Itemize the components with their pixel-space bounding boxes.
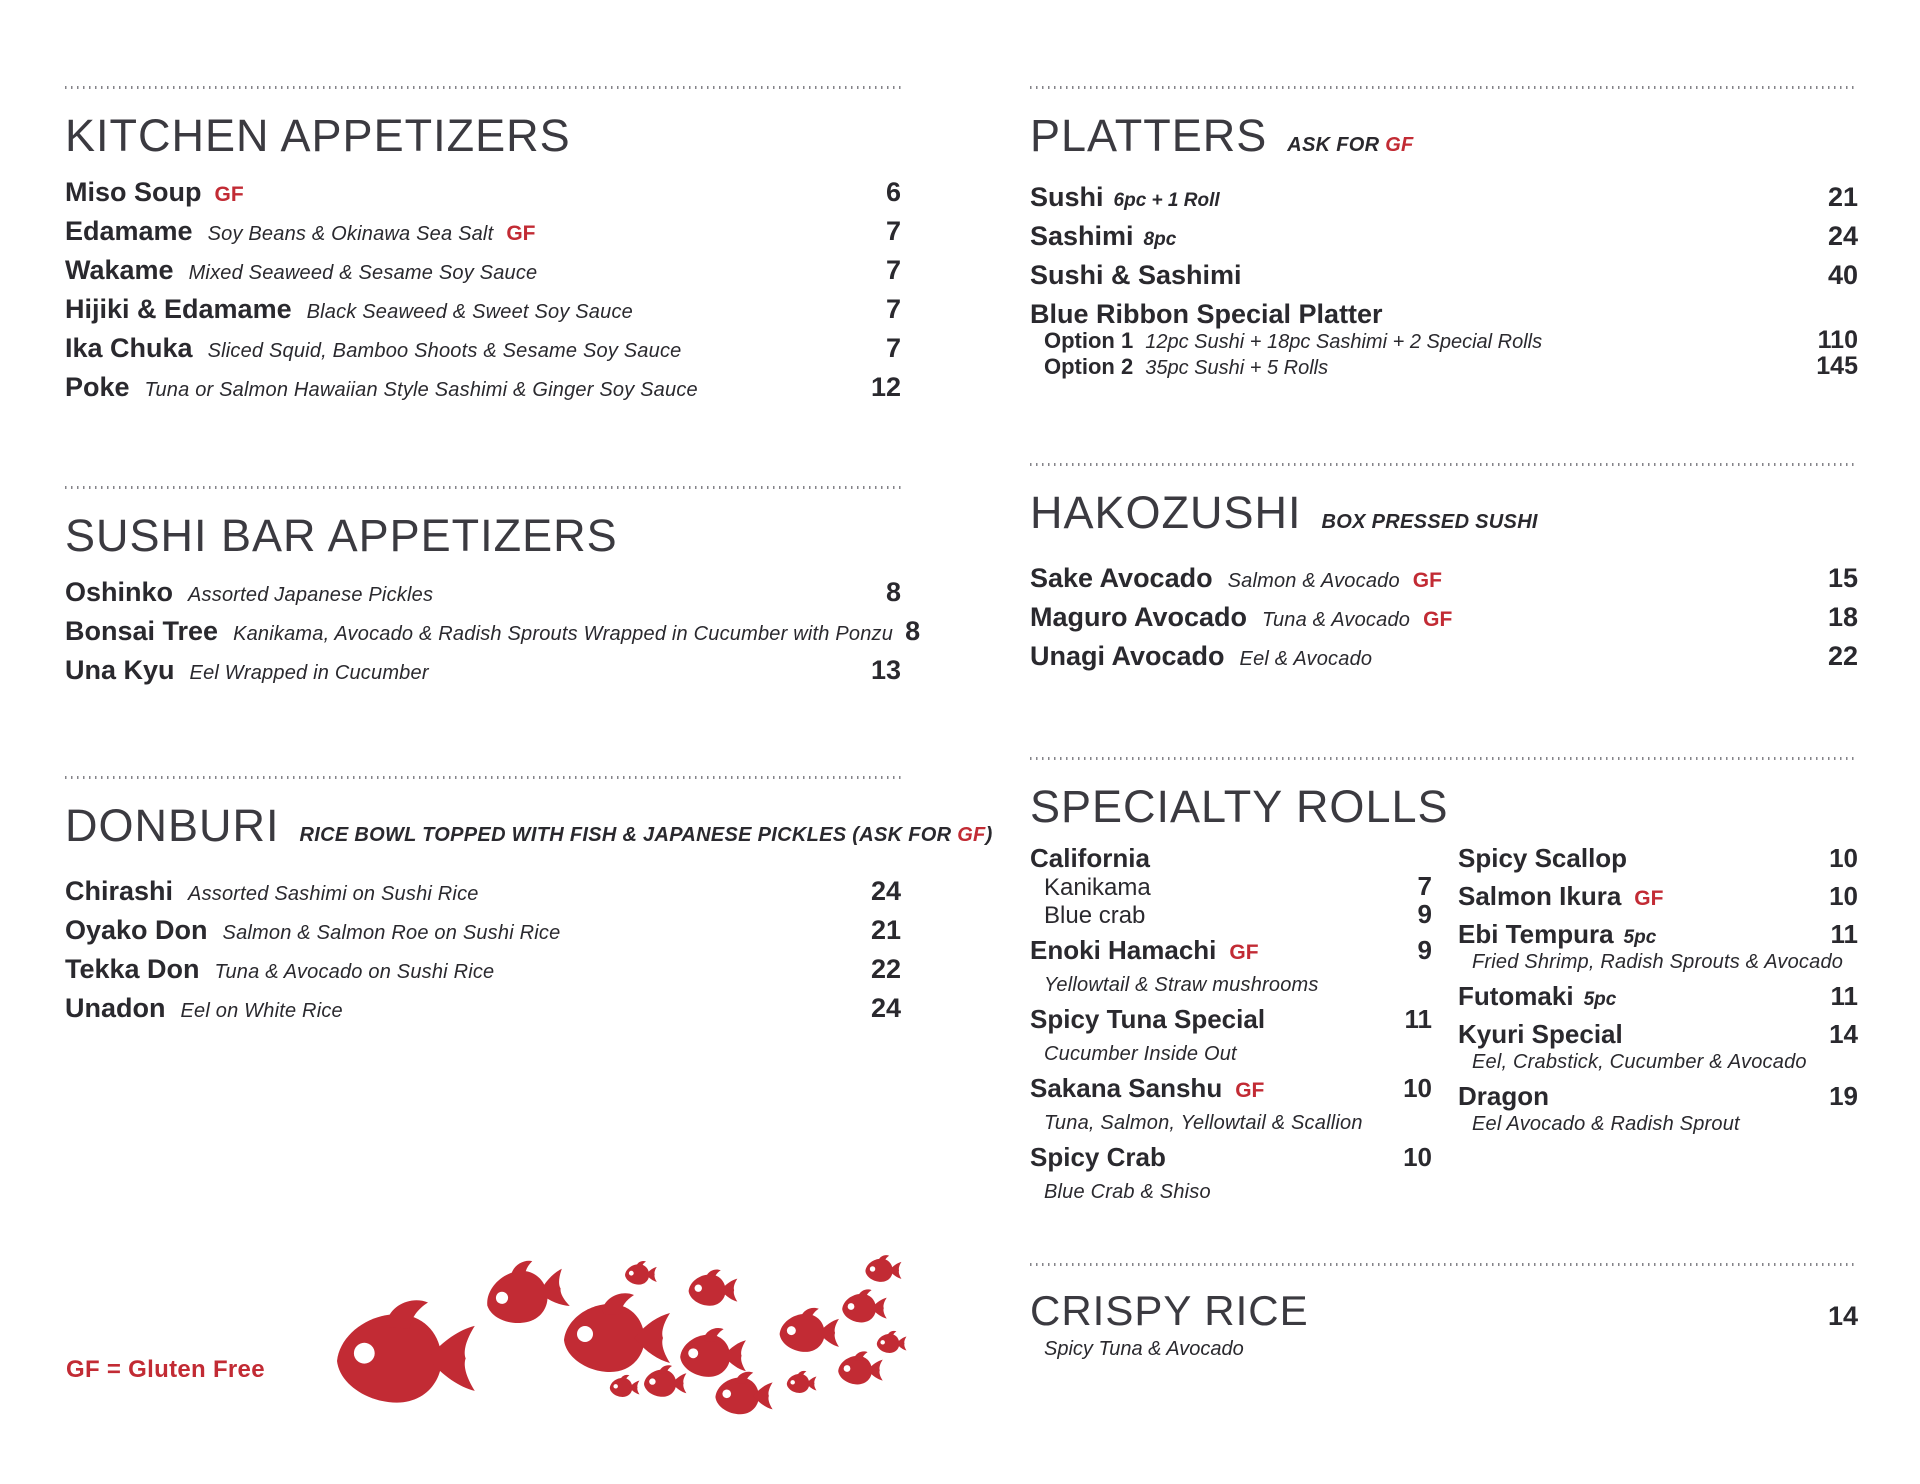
item-name: Poke: [65, 372, 130, 402]
item-name: Unadon: [65, 993, 166, 1023]
item-name: Ika Chuka: [65, 333, 193, 363]
menu-items: [65, 577, 921, 686]
item-name: Enoki Hamachi: [1030, 935, 1217, 965]
item-price: 21: [870, 915, 901, 945]
item-name: Maguro Avocado: [1030, 602, 1248, 632]
gluten-free-badge: GF: [1229, 941, 1259, 964]
option-description: 12pc Sushi + 18pc Sashimi + 2 Special Rolls: [1145, 331, 1543, 353]
item-name: Wakame: [65, 255, 174, 285]
option-label: Option 1: [1044, 328, 1134, 353]
menu-item: [1030, 1004, 1432, 1035]
item-name: Spicy Crab: [1030, 1142, 1166, 1172]
item-price: 11: [1830, 919, 1858, 949]
item-description: Eel Avocado & Radish Sprout: [1472, 1113, 1740, 1135]
menu-subitem: [1030, 901, 1432, 929]
item-name: Unagi Avocado: [1030, 641, 1225, 671]
menu-item: [1030, 221, 1858, 252]
item-name: Sushi & Sashimi: [1030, 260, 1242, 290]
item-price: 18: [1827, 602, 1858, 632]
item-name: Futomaki: [1458, 981, 1574, 1011]
item-price: 8: [905, 616, 921, 646]
dotted-separator: [1030, 1263, 1858, 1266]
item-description: Cucumber Inside Out: [1044, 1043, 1237, 1065]
item-description: Assorted Japanese Pickles: [188, 584, 434, 606]
item-name: Kyuri Special: [1458, 1019, 1623, 1049]
item-name: Chirashi: [65, 876, 174, 906]
menu-item: [65, 993, 901, 1024]
item-description: Eel & Avocado: [1239, 648, 1373, 670]
item-name: Sashimi: [1030, 221, 1134, 251]
menu-item: [65, 372, 901, 403]
menu-item: [65, 255, 901, 286]
gluten-free-legend: GF = Gluten Free: [66, 1356, 265, 1383]
subtitle-text: ASK FOR: [1287, 134, 1386, 156]
item-price: 10: [1403, 1073, 1432, 1103]
menu-item: [65, 294, 901, 325]
item-name: Ebi Tempura: [1458, 919, 1614, 949]
section-crispy-rice: [1030, 1263, 1858, 1361]
section-kitchen-appetizers: [65, 86, 901, 411]
section-title: CRISPY RICE: [1030, 1287, 1309, 1334]
fish-school-illustration: [322, 1248, 907, 1426]
menu-item: [1458, 881, 1858, 912]
section-sushi-bar-appetizers: [65, 486, 921, 694]
menu-item: [1030, 1142, 1432, 1173]
section-title: HAKOZUSHI: [1030, 487, 1302, 538]
item-price: 11: [1404, 1004, 1432, 1034]
menu-item: [1030, 260, 1858, 291]
specialty-column-left: [1030, 843, 1432, 1211]
item-price: 22: [1827, 641, 1858, 671]
dotted-separator: [65, 776, 901, 779]
menu-item: [1030, 563, 1858, 594]
section-title: SPECIALTY ROLLS: [1030, 781, 1449, 832]
item-description: Tuna & Avocado: [1262, 609, 1411, 631]
item-price: 12: [870, 372, 901, 402]
item-description: Eel on White Rice: [180, 1000, 343, 1022]
gluten-free-badge: GF: [1235, 1079, 1265, 1102]
menu-items: [1030, 563, 1858, 672]
item-description: Yellowtail & Straw mushrooms: [1044, 974, 1319, 996]
item-description: Fried Shrimp, Radish Sprouts & Avocado: [1472, 951, 1844, 973]
item-description: Tuna, Salmon, Yellowtail & Scallion: [1044, 1112, 1363, 1134]
menu-item: [1030, 1073, 1432, 1104]
option-label: Option 2: [1044, 354, 1134, 379]
platter-option: [1030, 352, 1858, 381]
section-header: [1030, 782, 1858, 832]
section-header: [65, 111, 901, 161]
item-name: Blue Ribbon Special Platter: [1030, 299, 1383, 329]
item-description: Tuna or Salmon Hawaiian Style Sashimi & Ginger Soy Sauce: [144, 379, 698, 401]
dotted-separator: [1030, 463, 1858, 466]
item-name: Dragon: [1458, 1081, 1549, 1111]
item-portion: 5pc: [1583, 989, 1617, 1010]
menu-item-special-platter: [1030, 299, 1858, 381]
item-price: 21: [1827, 182, 1858, 212]
dotted-separator: [1030, 757, 1858, 760]
item-name: Edamame: [65, 216, 193, 246]
menu-items: [65, 876, 901, 1024]
section-specialty-rolls: [1030, 757, 1858, 1211]
item-name: Spicy Scallop: [1458, 843, 1628, 873]
item-price: 6: [885, 177, 901, 207]
item-price: 10: [1829, 881, 1858, 911]
item-description: Blue Crab & Shiso: [1044, 1181, 1211, 1203]
menu-item: [1030, 641, 1858, 672]
item-price: 24: [870, 993, 901, 1023]
item-description: Soy Beans & Okinawa Sea Salt: [207, 223, 494, 245]
menu-item: [65, 954, 901, 985]
section-title: DONBURI: [65, 800, 280, 851]
item-description: Black Seaweed & Sweet Soy Sauce: [306, 301, 633, 323]
item-name: Blue crab: [1044, 902, 1146, 929]
item-price: 19: [1829, 1081, 1858, 1111]
menu-item: [1030, 843, 1432, 929]
item-name: California: [1030, 843, 1150, 873]
item-name: Salmon Ikura: [1458, 881, 1622, 911]
item-name: Sushi: [1030, 182, 1104, 212]
gluten-free-badge: GF: [1385, 134, 1414, 156]
section-subtitle: BOX PRESSED SUSHI: [1321, 511, 1538, 533]
menu-item: [1030, 182, 1858, 213]
gluten-free-badge: GF: [957, 824, 986, 846]
menu-item: [1458, 1019, 1858, 1050]
item-description: Salmon & Avocado: [1227, 570, 1400, 592]
gluten-free-badge: GF: [1423, 608, 1453, 631]
item-price: 24: [870, 876, 901, 906]
section-header: [1030, 1288, 1858, 1334]
menu-items: [1030, 182, 1858, 381]
specialty-columns: [1030, 843, 1858, 1211]
menu-item: [65, 915, 901, 946]
item-price: 11: [1830, 981, 1858, 1011]
menu-subitem: [1030, 873, 1432, 901]
item-portion: 5pc: [1623, 927, 1657, 948]
gluten-free-badge: GF: [506, 222, 536, 245]
menu-items: [65, 177, 901, 403]
section-title: SUSHI BAR APPETIZERS: [65, 510, 618, 561]
item-name: Spicy Tuna Special: [1030, 1004, 1266, 1034]
item-description: Mixed Seaweed & Sesame Soy Sauce: [188, 262, 538, 284]
item-price: 145: [1816, 352, 1858, 380]
item-price: 24: [1827, 221, 1858, 251]
item-price: 7: [885, 294, 901, 324]
item-description: Kanikama, Avocado & Radish Sprouts Wrapped in Cucumber with Ponzu: [233, 623, 894, 645]
section-title: PLATTERS: [1030, 110, 1268, 161]
item-description: Eel Wrapped in Cucumber: [189, 662, 429, 684]
item-price: 8: [885, 577, 901, 607]
item-name: Sake Avocado: [1030, 563, 1213, 593]
menu-item: [1458, 981, 1858, 1012]
item-description: Tuna & Avocado on Sushi Rice: [214, 961, 495, 983]
item-name: Sakana Sanshu: [1030, 1073, 1223, 1103]
menu-item: [65, 655, 901, 686]
item-name: Oshinko: [65, 577, 174, 607]
item-description: Salmon & Salmon Roe on Sushi Rice: [222, 922, 561, 944]
menu-item: [1458, 843, 1858, 874]
section-hakozushi: [1030, 463, 1858, 680]
subtitle-text: RICE BOWL TOPPED WITH FISH & JAPANESE PICKLES (ASK FOR: [299, 824, 958, 846]
item-price: 10: [1829, 843, 1858, 873]
menu-item: [65, 216, 901, 247]
item-portion: 8pc: [1143, 229, 1177, 250]
item-price: 10: [1403, 1142, 1432, 1172]
item-name: Miso Soup: [65, 177, 202, 207]
section-header: [65, 511, 901, 561]
gluten-free-badge: GF: [214, 183, 244, 206]
item-name: Oyako Don: [65, 915, 208, 945]
section-header: [1030, 488, 1858, 547]
platter-option: [1030, 326, 1858, 355]
item-price: 40: [1827, 260, 1858, 290]
item-price: 9: [1417, 899, 1432, 929]
section-title: KITCHEN APPETIZERS: [65, 110, 571, 161]
menu-item: [1458, 1081, 1858, 1112]
item-name: Hijiki & Edamame: [65, 294, 292, 324]
item-price: 14: [1829, 1019, 1858, 1049]
section-header: [65, 800, 993, 860]
item-price: 7: [885, 333, 901, 363]
section-platters: [1030, 86, 1858, 381]
item-price: 110: [1817, 326, 1858, 354]
subtitle-text: ): [985, 824, 993, 846]
menu-item: [1458, 919, 1858, 950]
item-name: Kanikama: [1044, 874, 1151, 901]
item-price: 7: [1417, 871, 1432, 901]
item-description: Assorted Sashimi on Sushi Rice: [188, 883, 479, 905]
item-name: Bonsai Tree: [65, 616, 219, 646]
menu-item: [65, 333, 901, 364]
item-price: 13: [870, 655, 901, 685]
item-price: 7: [885, 216, 901, 246]
menu-item: [1030, 935, 1432, 966]
item-price: 22: [870, 954, 901, 984]
item-description: Eel, Crabstick, Cucumber & Avocado: [1472, 1051, 1807, 1073]
item-name: Una Kyu: [65, 655, 175, 685]
menu-item: [65, 177, 901, 208]
section-subtitle: [300, 810, 993, 860]
menu-item: [65, 616, 921, 647]
item-description: Sliced Squid, Bamboo Shoots & Sesame Soy Sauce: [207, 340, 682, 362]
menu-item: [1030, 602, 1858, 633]
option-description: 35pc Sushi + 5 Rolls: [1145, 357, 1329, 379]
section-donburi: [65, 776, 993, 1032]
item-name: Tekka Don: [65, 954, 200, 984]
dotted-separator: [65, 86, 901, 89]
item-description: Spicy Tuna & Avocado: [1044, 1338, 1244, 1360]
menu-item: [65, 876, 901, 907]
section-subtitle: [1287, 120, 1413, 170]
item-price: 9: [1417, 935, 1432, 965]
item-portion: 6pc + 1 Roll: [1113, 190, 1220, 211]
dotted-separator: [1030, 86, 1858, 89]
gluten-free-badge: GF: [1412, 569, 1442, 592]
item-price: 7: [885, 255, 901, 285]
item-price: 15: [1827, 563, 1858, 593]
gluten-free-badge: GF: [1634, 887, 1664, 910]
item-price: 14: [1827, 1301, 1858, 1331]
dotted-separator: [65, 486, 901, 489]
section-header: [1030, 111, 1858, 170]
menu-item: [65, 577, 901, 608]
specialty-column-right: [1458, 843, 1858, 1211]
